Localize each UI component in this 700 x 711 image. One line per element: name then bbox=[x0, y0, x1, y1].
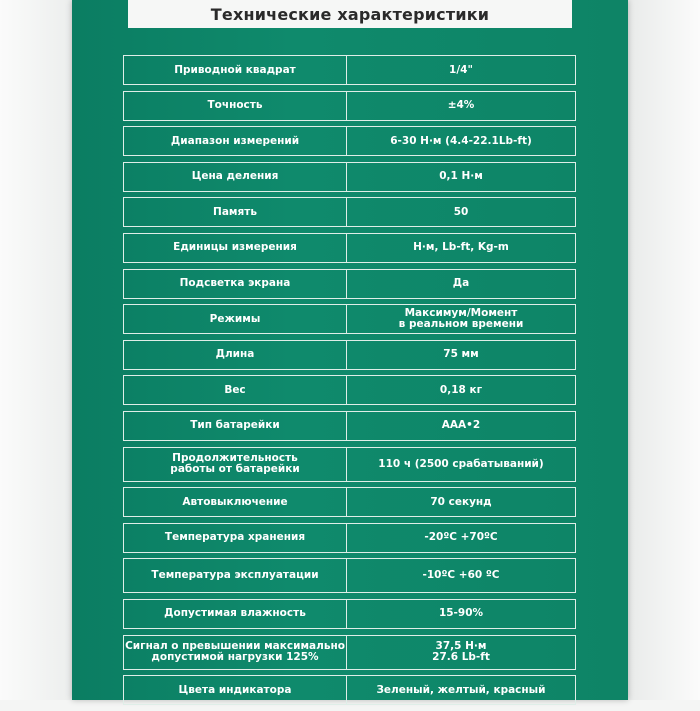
spec-name: Цена деления bbox=[123, 162, 347, 192]
spec-name: Диапазон измерений bbox=[123, 126, 347, 156]
table-row bbox=[123, 523, 576, 553]
spec-value: Максимум/Момент в реальном времени bbox=[347, 304, 576, 334]
spec-value: Зеленый, желтый, красный bbox=[347, 675, 576, 705]
table-row bbox=[123, 269, 576, 299]
spec-name: Продолжительность работы от батарейки bbox=[123, 447, 347, 482]
spec-name: Допустимая влажность bbox=[123, 599, 347, 629]
table-row bbox=[123, 126, 576, 156]
spec-name: Длина bbox=[123, 340, 347, 370]
page-title: Технические характеристики bbox=[210, 4, 490, 24]
table-row bbox=[123, 675, 576, 705]
spec-value: 70 секунд bbox=[347, 487, 576, 517]
table-row bbox=[123, 91, 576, 121]
table-row bbox=[123, 599, 576, 629]
table-row bbox=[123, 635, 576, 670]
table-row bbox=[123, 162, 576, 192]
spec-value: 0,1 Н·м bbox=[347, 162, 576, 192]
table-row bbox=[123, 375, 576, 405]
spec-value: 75 мм bbox=[347, 340, 576, 370]
spec-name: Единицы измерения bbox=[123, 233, 347, 263]
table-row bbox=[123, 197, 576, 227]
spec-name: Режимы bbox=[123, 304, 347, 334]
spec-name: Приводной квадрат bbox=[123, 55, 347, 85]
table-row bbox=[123, 411, 576, 441]
table-row bbox=[123, 340, 576, 370]
spec-value: 0,18 кг bbox=[347, 375, 576, 405]
spec-value: -20ºC +70ºC bbox=[347, 523, 576, 553]
spec-name: Память bbox=[123, 197, 347, 227]
table-row bbox=[123, 447, 576, 482]
spec-value: 110 ч (2500 срабатываний) bbox=[347, 447, 576, 482]
spec-value: 6-30 Н·м (4.4-22.1Lb-ft) bbox=[347, 126, 576, 156]
specs-table bbox=[123, 55, 576, 711]
table-row bbox=[123, 304, 576, 334]
spec-value: Н·м, Lb-ft, Kg-m bbox=[347, 233, 576, 263]
spec-value: 15-90% bbox=[347, 599, 576, 629]
spec-name: Автовыключение bbox=[123, 487, 347, 517]
background-right bbox=[628, 0, 700, 700]
spec-value: ±4% bbox=[347, 91, 576, 121]
spec-name: Тип батарейки bbox=[123, 411, 347, 441]
spec-name: Температура хранения bbox=[123, 523, 347, 553]
spec-value: AAA•2 bbox=[347, 411, 576, 441]
spec-name: Точность bbox=[123, 91, 347, 121]
spec-name: Цвета индикатора bbox=[123, 675, 347, 705]
spec-name: Температура эксплуатации bbox=[123, 558, 347, 593]
background-left bbox=[0, 0, 72, 700]
table-row bbox=[123, 233, 576, 263]
spec-value: -10ºC +60 ºC bbox=[347, 558, 576, 593]
spec-value: 37,5 Н·м 27.6 Lb-ft bbox=[347, 635, 576, 670]
title-banner bbox=[128, 0, 572, 28]
spec-name: Вес bbox=[123, 375, 347, 405]
spec-value: 1/4" bbox=[347, 55, 576, 85]
table-row bbox=[123, 558, 576, 593]
table-row bbox=[123, 487, 576, 517]
spec-name: Подсветка экрана bbox=[123, 269, 347, 299]
table-row bbox=[123, 55, 576, 85]
spec-value: Да bbox=[347, 269, 576, 299]
spec-value: 50 bbox=[347, 197, 576, 227]
spec-name: Сигнал о превышении максимально допустимой нагрузки 125% bbox=[123, 635, 347, 670]
